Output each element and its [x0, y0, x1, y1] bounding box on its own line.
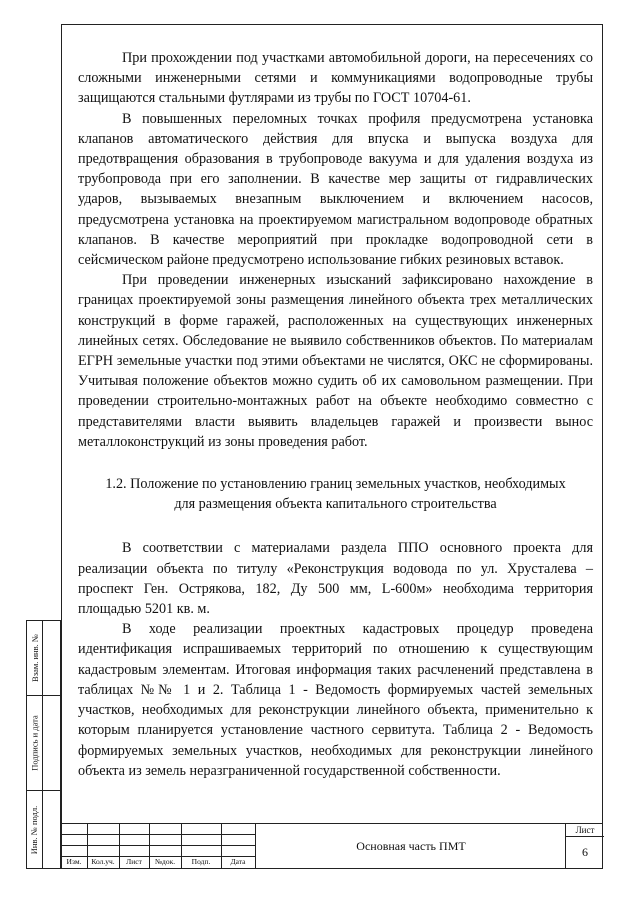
sheet-cell — [565, 823, 604, 869]
side-label-podpis: Подпись и дата — [29, 714, 40, 771]
side-label-inv: Инв. № подл. — [29, 805, 40, 854]
section-heading-line: 1.2. Положение по установлению границ земельных участков, необходимых — [105, 476, 566, 493]
col-label-ndok: №док. — [154, 857, 176, 866]
col-label-list: Лист — [126, 857, 142, 866]
section-heading-line: для размещения объекта капитального строительства — [174, 496, 497, 513]
title-block — [61, 823, 603, 869]
side-stamp-value-column — [43, 620, 61, 869]
col-label-kol: Кол.уч. — [91, 857, 115, 866]
sheet-number: 6 — [582, 845, 588, 859]
section-heading — [78, 474, 593, 514]
side-label-vzam: Взам. инв. № — [29, 633, 40, 682]
paragraph: В ходе реализации проектных кадастровых процедур проведена идентификация испрашиваемых территорий по отношению к существующим кадастровым элементам. Итоговая информация таких расчленений представлена в таблицах №№ 1 и 2. Таблица 1 - Ведомость формируемых частей земельных участков, необходимых для реконструкции линейного объекта, применительно к которым планируется установление частного сервитута. Таблица 2 - Ведомость формируемых земельных участков, необходимых для реконструкции линейного объекта из земель неразграниченной государственной собственности. — [78, 621, 593, 779]
paragraph: В повышенных переломных точках профиля предусмотрена установка клапанов автоматического действия для впуска и выпуска воздуха для предотвращения образования в трубопроводе вакуума и для удаления воздуха из трубопровода при его заполнении. В качестве мер защиты от гидравлических ударов, вызываемых внезапным выключением и включением насосов, предусмотрена установка на проектируемом магистральном водопроводе обратных клапанов. В качестве мероприятий при прокладке водопроводной сети в сейсмическом районе предусмотрено использование гибких резиновых вставок. — [78, 110, 593, 269]
document-title: Основная часть ПМТ — [255, 823, 566, 869]
paragraph: При прохождении под участками автомобильной дороги, на пересечениях со сложными инженерными сетями и коммуникациями водопроводные трубы защищаются стальными футлярами из трубы по ГОСТ 10704-61. — [78, 50, 593, 107]
col-label-izm: Изм. — [66, 857, 82, 866]
title-block-grid — [61, 823, 255, 869]
col-label-data: Дата — [230, 857, 246, 866]
col-label-podp: Подп. — [191, 857, 211, 866]
side-stamp — [26, 620, 61, 869]
sheet-label: Лист — [566, 825, 604, 837]
paragraph: При проведении инженерных изысканий зафиксировано нахождение в границах проектируемой зоны размещения линейного объекта трех металлических конструкций в форме гаражей, расположенных на существующих инженерных линейных сетях. Обследование не выявило собственников объектов. По материалам ЕГРН земельные участки под этими объектами не числятся, ОКС не сформированы. Учитывая положение объектов можно судить об их самовольном размещении. При проведении строительно-монтажных работ на объекте необходимо совместно с представителями власти выявить владельцев гаражей и произвести вынос металлоконструкций из зоны проведения работ. — [78, 272, 593, 450]
paragraph: В соответствии с материалами раздела ППО основного проекта для реализации объекта по титулу «Реконструкция водовода по ул. Хрусталева – проспект Ген. Острякова, 182, Ду 500 мм, L-600м» необходима территория площадью 5201 кв. м. — [78, 540, 593, 618]
document-body — [78, 48, 593, 781]
